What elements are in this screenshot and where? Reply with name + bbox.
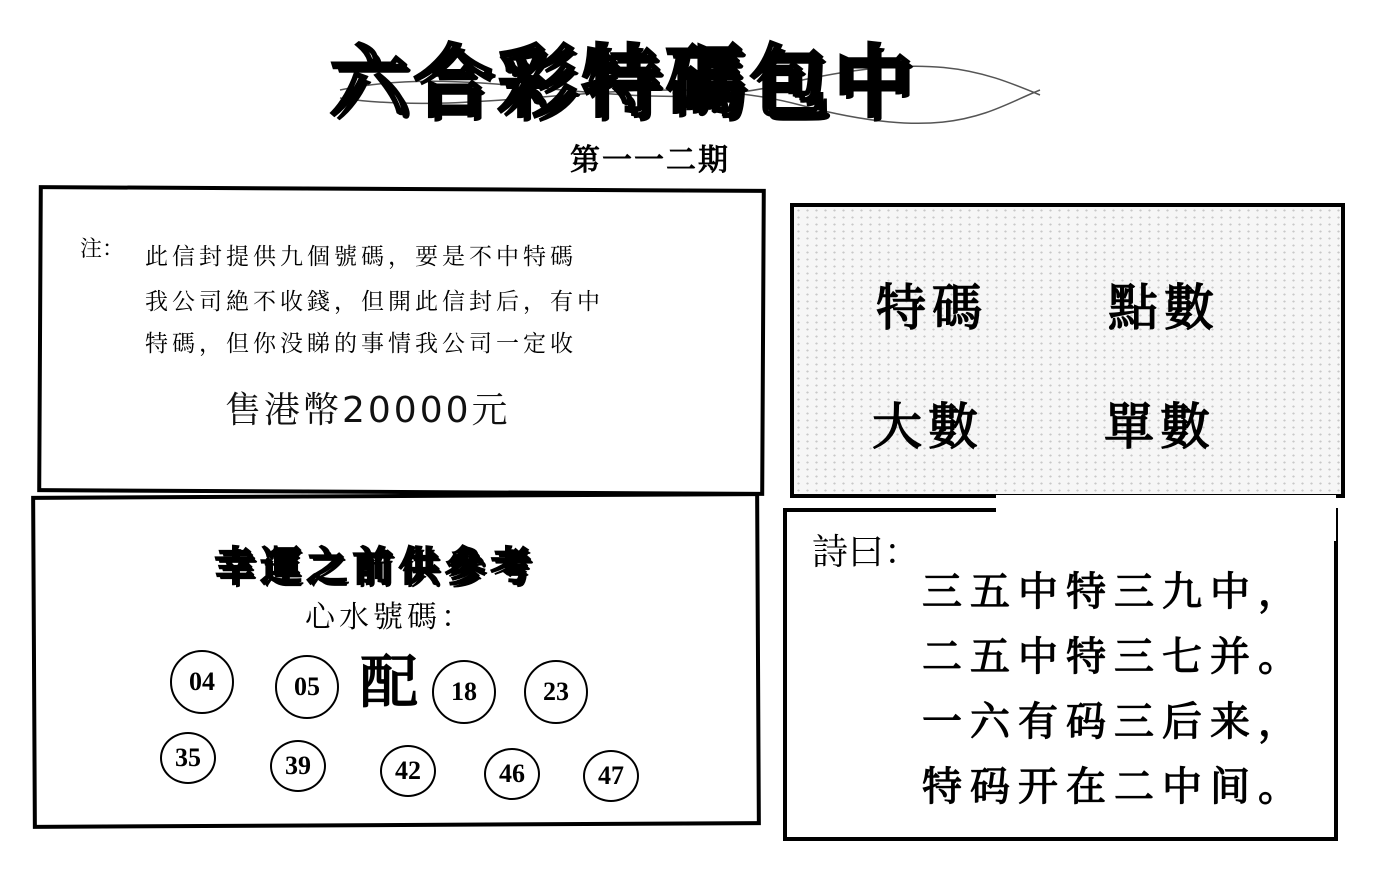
note-line-1: 此信封提供九個號碼，要是不中特碼 — [145, 244, 577, 270]
white-patch — [996, 495, 1336, 541]
pei-character: 配 — [360, 648, 419, 716]
number-circle: 04 — [170, 650, 234, 714]
number-circle: 05 — [275, 655, 339, 719]
page-title: 六合彩特碼包中 — [330, 37, 919, 128]
note-line-2: 我公司絶不收錢，但開此信封后，有中 — [145, 289, 604, 315]
points-label: 點數 — [1108, 278, 1220, 337]
number-circle: 42 — [380, 745, 436, 797]
number-circle: 46 — [484, 748, 540, 800]
issue-number: 第一一二期 — [570, 143, 730, 178]
number-circle: 23 — [524, 660, 588, 724]
poem-line-2: 二五中特三七并。 — [922, 633, 1306, 680]
poem-line-3: 一六有码三后来， — [922, 698, 1306, 745]
price-text: 售港幣20000元 — [225, 390, 511, 431]
number-circle: 35 — [160, 732, 216, 784]
number-circle: 39 — [270, 740, 326, 792]
note-line-3: 特碼，但你没睇的事情我公司一定收 — [145, 331, 577, 357]
note-label: 注： — [80, 237, 125, 262]
big-number-label: 大數 — [872, 397, 984, 456]
lucky-subtitle: 心水號碼： — [305, 600, 475, 635]
special-code-label: 特碼 — [876, 278, 988, 337]
poem-line-4: 特码开在二中间。 — [922, 763, 1306, 810]
number-circle: 18 — [432, 660, 496, 724]
number-circle: 47 — [583, 750, 639, 802]
poem-label: 詩曰： — [812, 532, 921, 573]
poem-line-1: 三五中特三九中， — [922, 568, 1306, 615]
lucky-title: 幸運之前供參考 — [215, 543, 537, 590]
odd-number-label: 單數 — [1104, 397, 1216, 456]
